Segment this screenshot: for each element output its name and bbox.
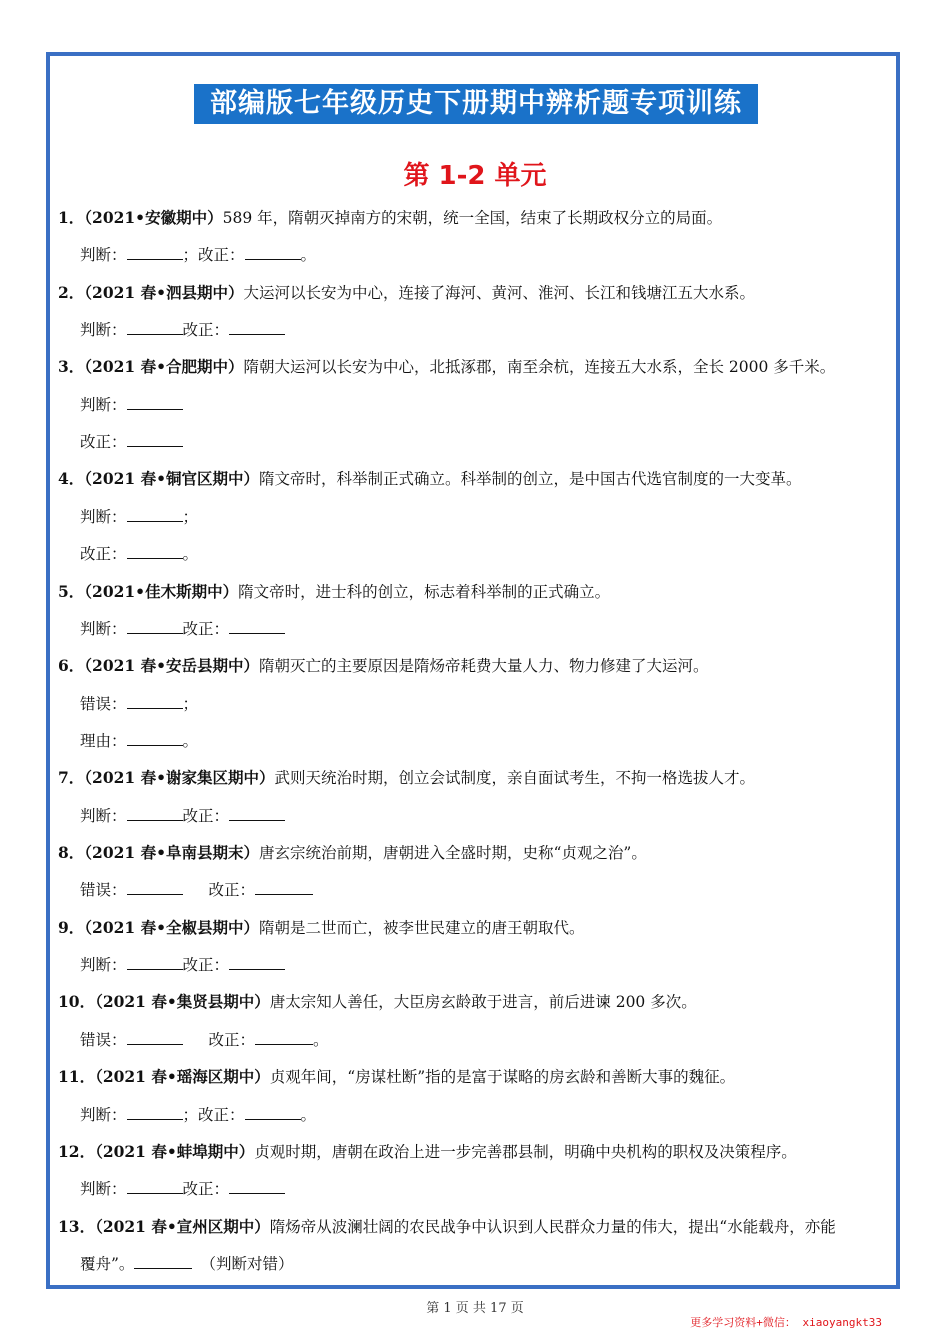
blank[interactable]: [127, 432, 183, 447]
question-12: 12．（2021 春•蚌埠期中）贞观时期，唐朝在政治上进一步完善郡县制，明确中央机构的职权及决策程序。: [58, 1142, 797, 1161]
answer-12: 判断： 改正：: [80, 1179, 285, 1199]
question-13-continued: 覆舟”。 （判断对错）: [80, 1255, 294, 1273]
blank[interactable]: [255, 880, 313, 895]
page-footer: 第 1 页 共 17 页: [426, 1301, 524, 1316]
blank[interactable]: [134, 1254, 192, 1269]
answer-10: 错误： 改正： 。: [80, 1031, 329, 1049]
question-11: 11．（2021 春•瑶海区期中）贞观年间，“房谋杜断”指的是富于谋略的房玄龄和善断大事的魏征。: [58, 1067, 736, 1086]
blank[interactable]: [229, 806, 285, 821]
question-13: 13．（2021 春•宣州区期中）隋炀帝从波澜壮阔的农民战争中认识到人民群众力量的伟大，提出“水能载舟，亦能: [58, 1217, 836, 1236]
blank[interactable]: [127, 245, 183, 260]
answer-6-error: 错误： ；: [80, 695, 199, 713]
blank[interactable]: [127, 320, 183, 335]
blank[interactable]: [127, 806, 183, 821]
promo-text: 更多学习资料+微信： xiaoyangkt33: [690, 1316, 882, 1329]
answer-7: 判断： 改正：: [80, 806, 285, 826]
blank[interactable]: [127, 1179, 183, 1194]
blank[interactable]: [127, 694, 183, 709]
blank[interactable]: [127, 619, 183, 634]
question-4: 4．（2021 春•铜官区期中）隋文帝时，科举制正式确立。科举制的创立，是中国古代选官制度的一大变革。: [58, 469, 802, 488]
answer-3-judge: 判断：: [80, 395, 183, 415]
blank[interactable]: [127, 1030, 183, 1045]
unit-subtitle: 第 1-2 单元: [403, 161, 547, 191]
blank[interactable]: [229, 320, 285, 335]
blank[interactable]: [127, 1105, 183, 1120]
blank[interactable]: [127, 880, 183, 895]
answer-4-judge: 判断： ；: [80, 508, 199, 526]
question-1: 1．（2021•安徽期中）589 年，隋朝灭掉南方的宋朝，统一全国，结束了长期政权分立的局面。: [58, 208, 723, 227]
answer-3-correct: 改正：: [80, 432, 183, 452]
question-9: 9．（2021 春•全椒县期中）隋朝是二世而亡，被李世民建立的唐王朝取代。: [58, 918, 585, 937]
answer-1: 判断： ；改正： 。: [80, 246, 317, 264]
answer-6-reason: 理由： 。: [80, 732, 199, 750]
blank[interactable]: [127, 955, 183, 970]
blank[interactable]: [127, 395, 183, 410]
question-7: 7．（2021 春•谢家集区期中）武则天统治时期，创立会试制度，亲自面试考生，不拘一格选拔人才。: [58, 768, 756, 787]
question-3: 3．（2021 春•合肥期中）隋朝大运河以长安为中心，北抵涿郡，南至余杭，连接五大水系，全长 2000 多千米。: [58, 357, 836, 376]
question-8: 8．（2021 春•阜南县期末）唐玄宗统治前期，唐朝进入全盛时期，史称“贞观之治”。: [58, 843, 647, 862]
answer-11: 判断： ；改正： 。: [80, 1106, 317, 1124]
page-title: 部编版七年级历史下册期中辨析题专项训练: [194, 84, 758, 124]
blank[interactable]: [127, 544, 183, 559]
question-10: 10．（2021 春•集贤县期中）唐太宗知人善任，大臣房玄龄敢于进言，前后进谏 200 多次。: [58, 992, 697, 1011]
answer-2: 判断： 改正：: [80, 320, 285, 340]
answer-8: 错误： 改正：: [80, 880, 313, 900]
question-5: 5．（2021•佳木斯期中）隋文帝时，进士科的创立，标志着科举制的正式确立。: [58, 582, 611, 601]
question-2: 2．（2021 春•泗县期中）大运河以长安为中心，连接了海河、黄河、淮河、长江和钱塘江五大水系。: [58, 283, 756, 302]
blank[interactable]: [245, 245, 301, 260]
question-6: 6．（2021 春•安岳县期中）隋朝灭亡的主要原因是隋炀帝耗费大量人力、物力修建了大运河。: [58, 656, 709, 675]
blank[interactable]: [127, 731, 183, 746]
answer-5: 判断： 改正：: [80, 619, 285, 639]
blank[interactable]: [229, 619, 285, 634]
answer-4-correct: 改正： 。: [80, 545, 199, 563]
blank[interactable]: [229, 955, 285, 970]
blank[interactable]: [245, 1105, 301, 1120]
blank[interactable]: [127, 507, 183, 522]
blank[interactable]: [229, 1179, 285, 1194]
answer-9: 判断： 改正：: [80, 955, 285, 975]
blank[interactable]: [255, 1030, 313, 1045]
